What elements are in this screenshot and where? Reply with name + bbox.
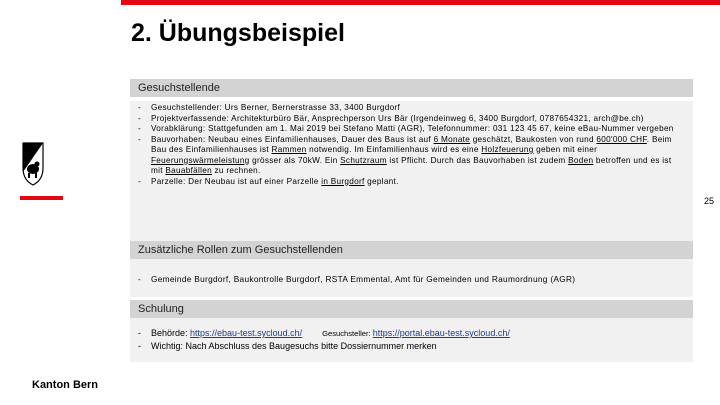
section-heading-zusaetzliche-rollen: Zusätzliche Rollen zum Gesuchstellenden [130, 241, 693, 259]
underlined-term: 600'000 CHF [596, 134, 647, 144]
page-number: 25 [704, 196, 715, 206]
underlined-term: Rammen [271, 145, 307, 154]
underlined-term: Schutzraum [340, 155, 387, 165]
list-item: - Projektverfassende: Architekturbüro Bär, Ansprechperson Urs Bär (Irgendeinweg 6, 3400 Burgdorf, 0787654321, arch@be.ch) [138, 114, 685, 125]
gesuchsteller-link[interactable]: https://portal.ebau-test.sycloud.ch/ [372, 328, 510, 338]
slide-title: 2. Übungsbeispiel [131, 19, 345, 47]
section-heading-gesuchstellende: Gesuchstellende [130, 79, 693, 97]
list-item: - Wichtig: Nach Abschluss des Baugesuchs bitte Dossiernummer merken [138, 340, 685, 353]
underlined-term: Holzfeuerung [481, 145, 534, 154]
bern-coat-of-arms-icon [22, 142, 44, 186]
underlined-term: Boden [568, 155, 594, 165]
underlined-term: Feuerungswärmeleistung [151, 155, 250, 165]
list-item: - Behörde: https://ebau-test.sycloud.ch/ Gesuchsteller: https://portal.ebau-test.sycloud.ch/ [138, 327, 685, 340]
section-body-zusaetzliche-rollen [130, 259, 693, 297]
behoerde-link[interactable]: https://ebau-test.sycloud.ch/ [190, 328, 303, 338]
underlined-term: 6 Monate [433, 134, 471, 144]
list-item: - Gemeinde Burgdorf, Baukontrolle Burgdorf, RSTA Emmental, Amt für Gemeinden und Raumordnung (AGR) [138, 274, 685, 285]
footer-brand: Kanton Bern [32, 379, 98, 391]
list-item: - Gesuchstellender: Urs Berner, Bernerstrasse 33, 3400 Burgdorf [138, 103, 685, 114]
underlined-term: in Burgdorf [321, 176, 365, 186]
section-body-schulung [130, 318, 693, 362]
list-item: - Parzelle: Der Neubau ist auf einer Parzelle in Burgdorf geplant. [138, 177, 685, 188]
underlined-term: Bauabfällen [165, 166, 212, 175]
section-heading-schulung: Schulung [130, 300, 693, 318]
list-item: - Vorabklärung: Stattgefunden am 1. Mai 2019 bei Stefano Matti (AGR), Telefonnummer: 031 123 45 67, keine eBau-Nummer vergeben [138, 124, 685, 135]
logo-accent-bar [20, 196, 63, 200]
top-accent-bar [121, 0, 720, 5]
section-body-gesuchstellende [130, 101, 693, 241]
list-item: - Bauvorhaben: Neubau eines Einfamilienhauses, Dauer des Baus ist auf 6 Monate geschätzt, Baukosten von rund 600'000 CHF. Beim Bau des Einfamilienhauses ist Rammen notwendig. Im Einfamilienhaus wird es eine Holzfeuerung geben mit einer Feuerungswärmeleistung grösser als 70kW. Ein Schutzraum ist Pflicht. Durch das Bauvorhaben ist zudem Boden betroffen und es ist mit Bauabfällen zu rechnen. [138, 135, 685, 177]
